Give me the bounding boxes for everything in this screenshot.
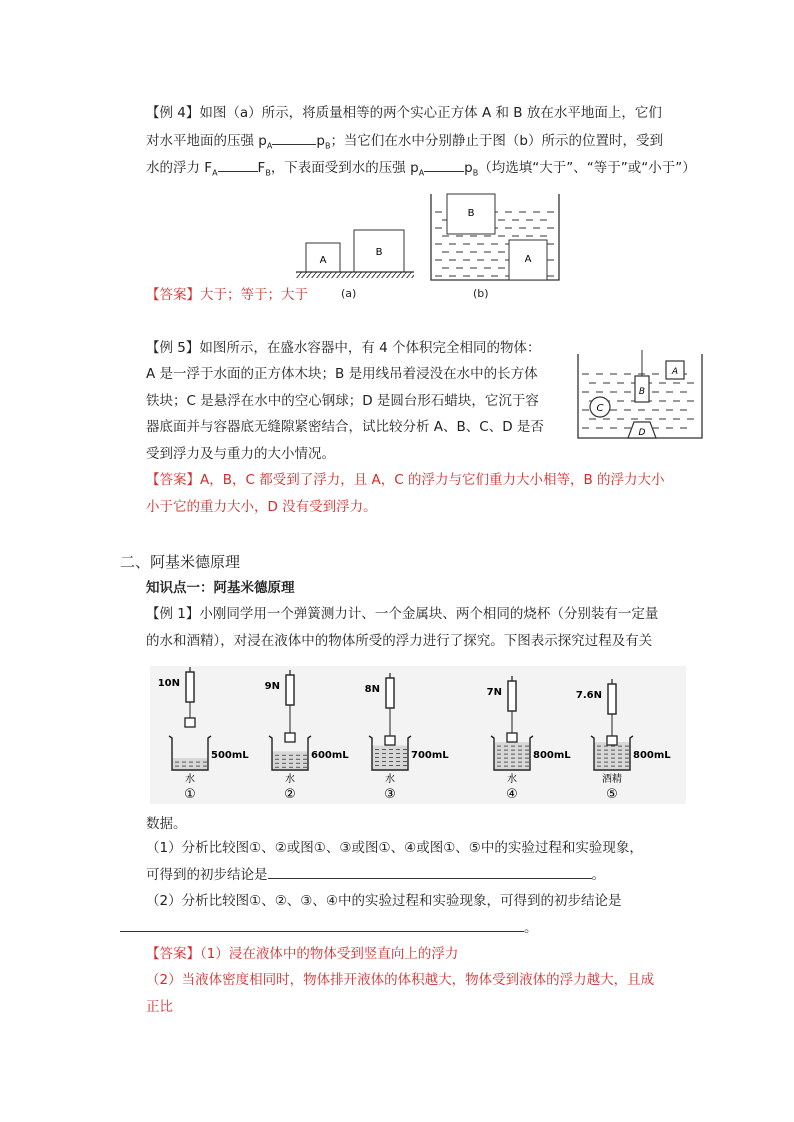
force-reading: 7.6N <box>575 690 602 701</box>
liquid-label: 水 <box>385 774 395 785</box>
ex4-line2: 对水平地面的压强 $p_A$ $p_B$；当它们在水中分别静止于图（b）所示的位置时，受到 <box>146 130 663 157</box>
object-a-label: A <box>671 367 679 377</box>
ex5-line4: 器底面并与容器底无缝隙紧密结合，试比较分析 A、B、C、D 是否 <box>146 419 544 435</box>
ex4-answer: 【答案】大于；等于；大于 <box>146 287 308 303</box>
volume-reading: 600mL <box>311 750 349 761</box>
force-reading: 10N <box>157 678 180 689</box>
figure-buoyancy-experiment <box>150 666 686 804</box>
block-b-label: B <box>375 247 383 258</box>
figure-b-blocks-in-water <box>427 192 563 284</box>
ex1-line3: 数据。 <box>146 816 187 832</box>
setup-number: ④ <box>506 787 518 802</box>
knowledge-point: 知识点一：阿基米德原理 <box>146 580 295 596</box>
block-a-label: A <box>319 255 327 266</box>
section-heading: 二、阿基米德原理 <box>120 553 241 571</box>
ex4-line3: 水的浮力 $F_A$ $F_B$，下表面受到水的压强 $p_A$ $p_B$（均选填“大于”、“等于”或“小于”） <box>146 157 696 184</box>
setup-number: ② <box>284 787 296 802</box>
setup-number: ⑤ <box>606 787 618 802</box>
ex1-answer2-line1: （2）当液体密度相同时，物体排开液体的体积越大，物体受到液体的浮力越大，且成 <box>146 972 655 988</box>
volume-reading: 800mL <box>633 750 671 761</box>
ex5-line5: 受到浮力及与重力的大小情况。 <box>146 446 335 462</box>
blank-pressure-compare[interactable] <box>272 130 316 145</box>
ex5-line3: 铁块；C 是悬浮在水中的空心钢球；D 是圆台形石蜡块，它沉于容 <box>146 393 539 409</box>
liquid-label: 水 <box>185 774 195 785</box>
volume-reading: 700mL <box>411 750 449 761</box>
volume-reading: 800mL <box>533 750 571 761</box>
ex1-answer1: 【答案】（1）浸在液体中的物体受到竖直向上的浮力 <box>146 946 459 962</box>
ex1-answer2-line2: 正比 <box>146 999 173 1015</box>
force-reading: 7N <box>486 687 502 698</box>
force-reading: 8N <box>364 684 380 695</box>
blank-q2-conclusion[interactable] <box>120 917 524 932</box>
figure-a-caption: (a) <box>341 287 357 300</box>
ex1-q1-line1: （1）分析比较图①、②或图①、③或图①、④或图①、⑤中的实验过程和实验现象， <box>146 840 643 856</box>
figure-container-four-objects <box>574 350 708 442</box>
setup-number: ① <box>184 787 196 802</box>
object-b-label: B <box>638 387 646 397</box>
ex4-line1: 【例 4】如图（a）所示，将质量相等的两个实心正方体 A 和 B 放在水平地面上，它们 <box>146 105 662 121</box>
liquid-label: 酒精 <box>602 774 622 785</box>
ex5-line1: 【例 5】如图所示，在盛水容器中，有 4 个体积完全相同的物体： <box>146 340 541 356</box>
blank-bottom-pressure-compare[interactable] <box>424 157 464 172</box>
blank-buoyancy-compare[interactable] <box>218 157 258 172</box>
block-b-label: B <box>467 208 475 219</box>
object-c-label: C <box>596 403 604 414</box>
liquid-label: 水 <box>507 774 517 785</box>
block-a-label: A <box>524 254 532 265</box>
ex1-q2-line2: 。 <box>120 917 538 938</box>
blank-q1-conclusion[interactable] <box>268 864 592 879</box>
ex5-answer-line1: 【答案】A，B，C 都受到了浮力，且 A，C 的浮力与它们重力大小相等，B 的浮力大小 <box>146 472 665 488</box>
volume-reading: 500mL <box>211 750 249 761</box>
ex1-q1-line2: 可得到的初步结论是 。 <box>146 864 605 885</box>
ex1-q2-line1: （2）分析比较图①、②、③、④中的实验过程和实验现象，可得到的初步结论是 <box>146 893 622 909</box>
setup-number: ③ <box>384 787 396 802</box>
object-d-label: D <box>638 428 646 438</box>
liquid-label: 水 <box>285 774 295 785</box>
figure-b-caption: (b) <box>473 287 489 300</box>
ex5-answer-line2: 小于它的重力大小，D 没有受到浮力。 <box>146 499 377 515</box>
ex1-line1: 【例 1】小刚同学用一个弹簧测力计、一个金属块、两个相同的烧杯（分别装有一定量 <box>146 606 659 622</box>
ex5-line2: A 是一浮于水面的正方体木块；B 是用线吊着浸没在水中的长方体 <box>146 366 538 382</box>
ex1-line2: 的水和酒精），对浸在液体中的物体所受的浮力进行了探究。下图表示探究过程及有关 <box>146 633 653 649</box>
figure-a-blocks-on-ground <box>290 220 420 284</box>
force-reading: 9N <box>264 681 280 692</box>
